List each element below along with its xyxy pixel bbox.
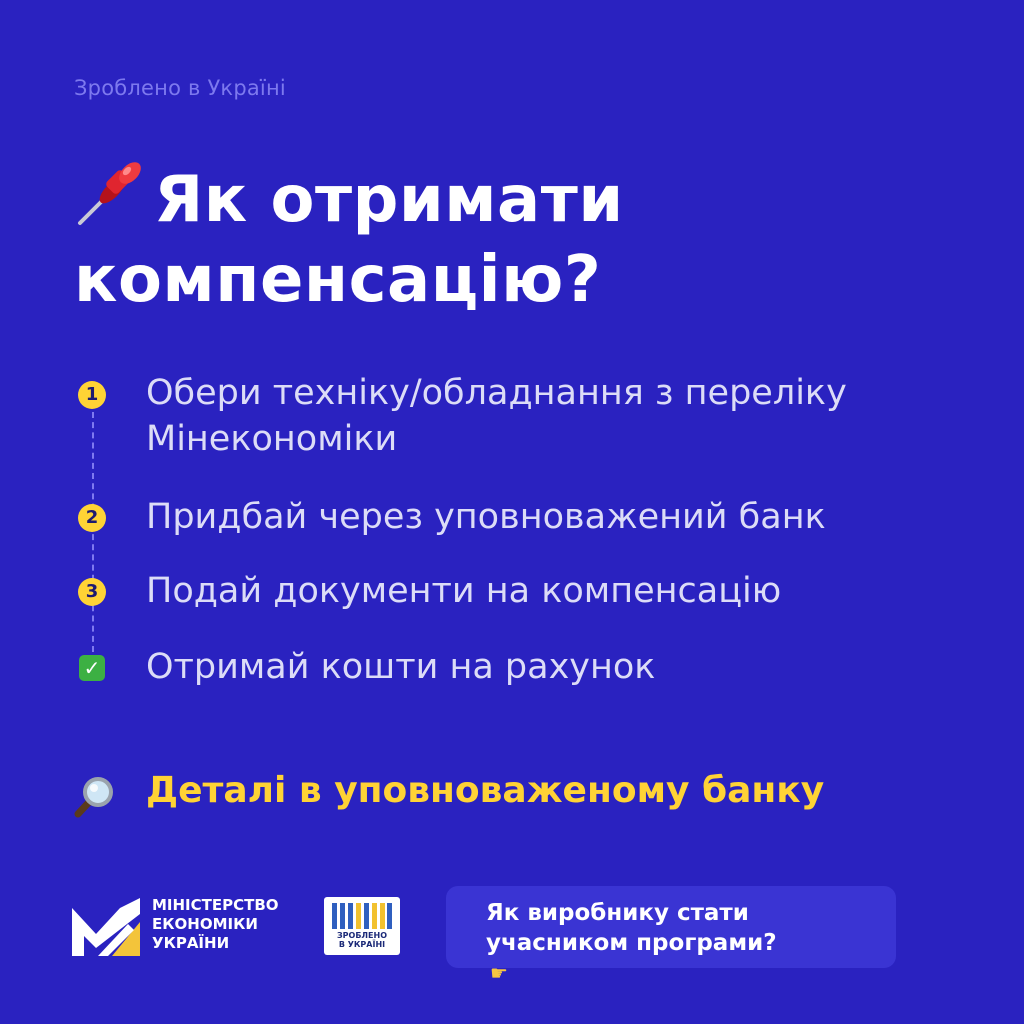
step-text: Подай документи на компенсацію xyxy=(146,571,782,611)
cta-line-1: Як виробнику стати xyxy=(486,900,749,926)
ministry-brand xyxy=(72,896,312,960)
title-line-2: компенсацію? xyxy=(74,243,602,317)
pointing-hand-icon: ☛ xyxy=(490,961,508,985)
producer-info-card[interactable] xyxy=(446,886,896,985)
step-number-badge: 2 xyxy=(78,504,106,532)
title-text-1: Як отримати xyxy=(154,163,624,237)
made-in-ukraine-badge xyxy=(324,897,400,955)
step-text xyxy=(146,370,986,462)
badge-text-line-2: В УКРАЇНІ xyxy=(338,940,386,949)
page-title xyxy=(74,160,974,320)
step-text-line-1: Обери техніку/обладнання з переліку xyxy=(146,373,847,413)
step-number-badge: 1 xyxy=(78,381,106,409)
steps-timeline xyxy=(92,412,94,652)
badge-text-line-1: ЗРОБЛЕНО xyxy=(336,931,388,940)
badge-text xyxy=(324,931,400,949)
step-text-line-2: Мінекономіки xyxy=(146,419,398,459)
ministry-name xyxy=(152,896,322,953)
details-text: Деталі в уповноваженому банку xyxy=(146,770,825,811)
details-callout xyxy=(70,766,970,822)
step-text: Отримай кошти на рахунок xyxy=(146,647,656,687)
ministry-logo-icon xyxy=(72,898,140,956)
step-text: Придбай через уповноважений банк xyxy=(146,497,826,537)
pushpin-icon xyxy=(74,161,146,227)
step-number-badge: 3 xyxy=(78,578,106,606)
magnifier-icon xyxy=(70,774,116,820)
check-mark-icon: ✓ xyxy=(79,655,105,681)
eyebrow-label: Зроблено в Україні xyxy=(74,76,286,100)
stripes-icon xyxy=(332,903,392,929)
title-line-1 xyxy=(74,160,974,240)
ministry-name-line-3: УКРАЇНИ xyxy=(152,934,230,952)
cta-line-2: учасником програми? ☛ xyxy=(486,928,886,988)
ministry-name-line-2: ЕКОНОМІКИ xyxy=(152,915,258,933)
ministry-name-line-1: МІНІСТЕРСТВО xyxy=(152,896,279,914)
producer-info-text xyxy=(486,898,886,988)
